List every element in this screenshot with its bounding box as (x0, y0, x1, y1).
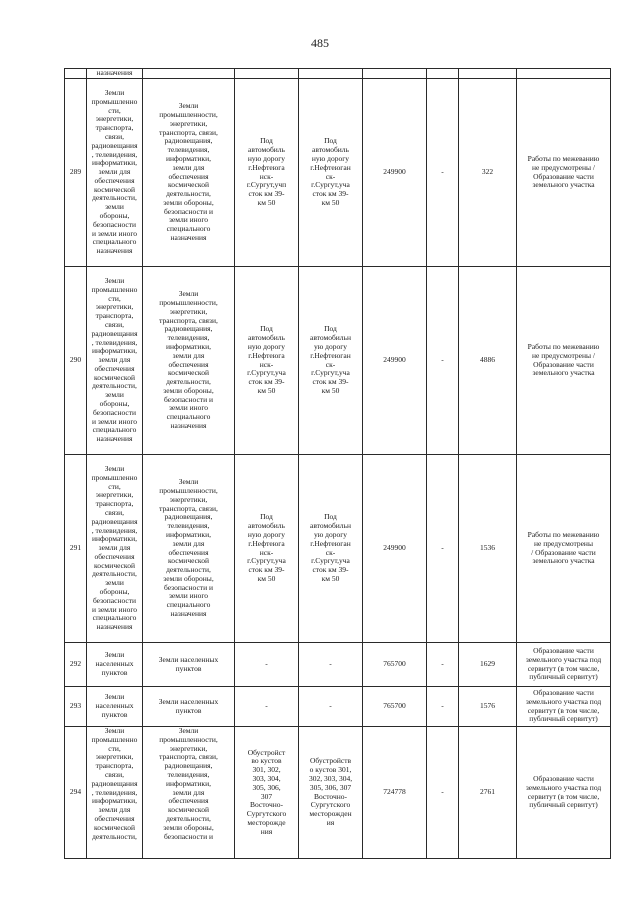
permitted-use-detail: Под автомобиль ную дорогу г.Нефтеюган ск- г.Сургут,уча сток км 39- км 50 (299, 79, 363, 267)
row-number: 290 (65, 267, 87, 455)
permitted-use-detail: - (299, 643, 363, 687)
permitted-use-detail: Под автомобильн ую дорогу г.Нефтеюган ск- г.Сургут,уча сток км 39- км 50 (299, 455, 363, 643)
table-row (65, 455, 611, 643)
table-row (65, 643, 611, 687)
land-category-detail: Земли населенных пунктов (143, 643, 235, 687)
area-value: 4886 (459, 267, 517, 455)
purpose-text: Образование части земельного участка под сервитут (в том числе, публичный сервитут) (517, 687, 611, 727)
cadastral-value: 724778 (363, 727, 427, 859)
table-header-fragment-row (65, 69, 611, 79)
permitted-use: - (235, 687, 299, 727)
empty-value: - (427, 79, 459, 267)
purpose-text: Работы по межеванию не предусмотрены / Образование части земельного участка (517, 267, 611, 455)
permitted-use-detail: Обустройств о кустов 301, 302, 303, 304, 305, 306, 307 Восточно- Сургутского месторожден ия (299, 727, 363, 859)
land-category-detail: Земли населенных пунктов (143, 687, 235, 727)
permitted-use: - (235, 643, 299, 687)
land-category-detail: Земли промышленности, энергетики, транспорта, связи, радиовещания, телевидения, информатики, земли для обеспечения космической деятельности, земли обороны, безопасности и земли иного специального назначения (143, 79, 235, 267)
area-value: 1629 (459, 643, 517, 687)
cadastral-value: 765700 (363, 643, 427, 687)
land-registry-table (64, 68, 611, 859)
land-category-detail: Земли промышленности, энергетики, транспорта, связи, радиовещания, телевидения, информатики, земли для обеспечения космической деятельности, земли обороны, безопасности и земли иного специального назначения (143, 455, 235, 643)
permitted-use: Обустройст во кустов 301, 302, 303, 304, 305, 306, 307 Восточно- Сургутского месторожде ния (235, 727, 299, 859)
land-category: Земли промышленно сти, энергетики, транспорта, связи, радиовещания , телевидения, информатики, земли для обеспечения космической деятельности, земли обороны, безопасности и земли иного специального назначения (87, 455, 143, 643)
purpose-text: Образование части земельного участка под сервитут (в том числе, публичный сервитут) (517, 727, 611, 859)
row-number: 293 (65, 687, 87, 727)
area-value: 2761 (459, 727, 517, 859)
purpose-text: Образование части земельного участка под сервитут (в том числе, публичный сервитут) (517, 643, 611, 687)
land-category: Земли промышленно сти, энергетики, транспорта, связи, радиовещания , телевидения, информатики, земли для обеспечения космической деятельности, земли обороны, безопасности и земли иного специального назначения (87, 79, 143, 267)
permitted-use: Под автомобиль ную дорогу г.Нефтеюга нск- г.Сургут,учп сток км 39- км 50 (235, 79, 299, 267)
land-category: Земли промышленно сти, энергетики, транспорта, связи, радиовещания , телевидения, информатики, земли для обеспечения космической деятельности, земли обороны, безопасности и земли иного специального назначения (87, 267, 143, 455)
area-value: 1536 (459, 455, 517, 643)
purpose-text: Работы по межеванию не предусмотрены / Образование части земельного участка (517, 455, 611, 643)
permitted-use: Под автомобиль ную дорогу г.Нефтеюга нск- г.Сургут,уча сток км 39- км 50 (235, 267, 299, 455)
land-category: Земли промышленно сти, энергетики, транспорта, связи, радиовещания , телевидения, информатики, земли для обеспечения космической деятельности, (87, 727, 143, 859)
land-category-detail: Земли промышленности, энергетики, транспорта, связи, радиовещания, телевидения, информатики, земли для обеспечения космической деятельности, земли обороны, безопасности и земли иного специального назначения (143, 267, 235, 455)
cadastral-value: 249900 (363, 267, 427, 455)
empty-value: - (427, 267, 459, 455)
land-category-detail: Земли промышленности, энергетики, транспорта, связи, радиовещания, телевидения, информатики, земли для обеспечения космической деятельности, земли обороны, безопасности и (143, 727, 235, 859)
cadastral-value: 249900 (363, 79, 427, 267)
cadastral-value: 249900 (363, 455, 427, 643)
empty-value: - (427, 455, 459, 643)
empty-value: - (427, 643, 459, 687)
page-number: 485 (311, 36, 329, 50)
row-number: 294 (65, 727, 87, 859)
row-number: 289 (65, 79, 87, 267)
table-row (65, 727, 611, 859)
header-fragment: назначения (87, 69, 143, 79)
row-number: 292 (65, 643, 87, 687)
land-category: Земли населенных пунктов (87, 643, 143, 687)
row-number: 291 (65, 455, 87, 643)
permitted-use: Под автомобиль ную дорогу г.Нефтеюга нск- г.Сургут,уча сток км 39- км 50 (235, 455, 299, 643)
purpose-text: Работы по межеванию не предусмотрены / Образование части земельного участка (517, 79, 611, 267)
land-category: Земли населенных пунктов (87, 687, 143, 727)
empty-value: - (427, 687, 459, 727)
empty-value: - (427, 727, 459, 859)
permitted-use-detail: - (299, 687, 363, 727)
table-row (65, 687, 611, 727)
cadastral-value: 765700 (363, 687, 427, 727)
permitted-use-detail: Под автомобильн ую дорогу г.Нефтеюган ск- г.Сургут,уча сток км 39- км 50 (299, 267, 363, 455)
table-row (65, 267, 611, 455)
area-value: 322 (459, 79, 517, 267)
table-row (65, 79, 611, 267)
area-value: 1576 (459, 687, 517, 727)
